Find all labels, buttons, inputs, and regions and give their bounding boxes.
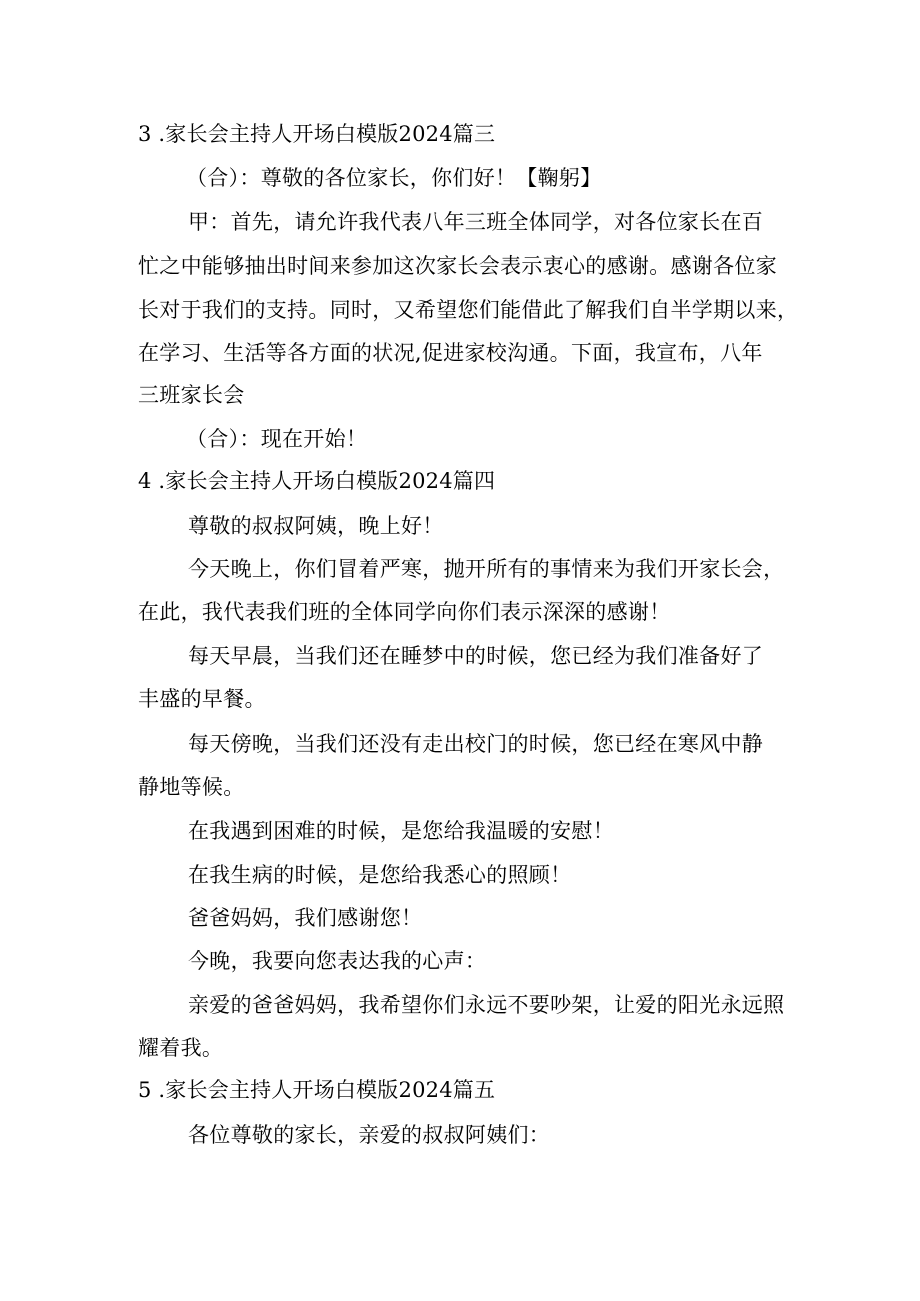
paragraph-line: （合）：尊敬的各位家长，你们好！【鞠躬】 bbox=[186, 166, 602, 190]
paragraph-line: 今晚，我要向您表达我的心声： bbox=[188, 949, 487, 973]
paragraph-line: 三班家长会 bbox=[138, 383, 245, 407]
section-heading-5: 5 .家长会主持人开场白模版2024篇五 bbox=[138, 1078, 496, 1102]
section-heading-3: 3 .家长会主持人开场白模版2024篇三 bbox=[138, 122, 496, 146]
paragraph-line: 各位尊敬的家长，亲爱的叔叔阿姨们： bbox=[188, 1123, 551, 1147]
paragraph-line: 在此，我代表我们班的全体同学向你们表示深深的感谢！ bbox=[138, 600, 671, 624]
paragraph-line: 忙之中能够抽出时间来参加这次家长会表示衷心的感谢。感谢各位家 bbox=[138, 254, 777, 278]
paragraph-line: 每天早晨，当我们还在睡梦中的时候，您已经为我们准备好了 bbox=[188, 644, 764, 668]
paragraph-line: 丰盛的早餐。 bbox=[138, 687, 266, 711]
paragraph-line: 尊敬的叔叔阿姨，晚上好！ bbox=[188, 514, 444, 538]
paragraph-line: （合）：现在开始！ bbox=[186, 427, 368, 451]
paragraph-line: 静地等候。 bbox=[138, 775, 245, 799]
paragraph-line: 在我遇到困难的时候，是您给我温暖的安慰！ bbox=[188, 819, 614, 843]
paragraph-line: 每天傍晚，当我们还没有走出校门的时候，您已经在寒风中静 bbox=[188, 732, 764, 756]
paragraph-line: 亲爱的爸爸妈妈，我希望你们永远不要吵架，让爱的阳光永远照 bbox=[188, 993, 785, 1017]
paragraph-line: 长对于我们的支持。同时，又希望您们能借此了解我们自半学期以来， bbox=[138, 298, 799, 322]
paragraph-line: 甲：首先，请允许我代表八年三班全体同学，对各位家长在百 bbox=[188, 210, 764, 234]
paragraph-line: 今天晚上，你们冒着严寒，抛开所有的事情来为我们开家长会， bbox=[188, 557, 785, 581]
paragraph-line: 在学习、生活等各方面的状况,促进家校沟通。下面，我宣布，八年 bbox=[138, 341, 763, 365]
paragraph-line: 在我生病的时候，是您给我悉心的照顾！ bbox=[188, 863, 572, 887]
paragraph-line: 爸爸妈妈，我们感谢您！ bbox=[188, 906, 423, 930]
paragraph-line: 耀着我。 bbox=[138, 1036, 224, 1060]
section-heading-4: 4 .家长会主持人开场白模版2024篇四 bbox=[138, 469, 496, 493]
